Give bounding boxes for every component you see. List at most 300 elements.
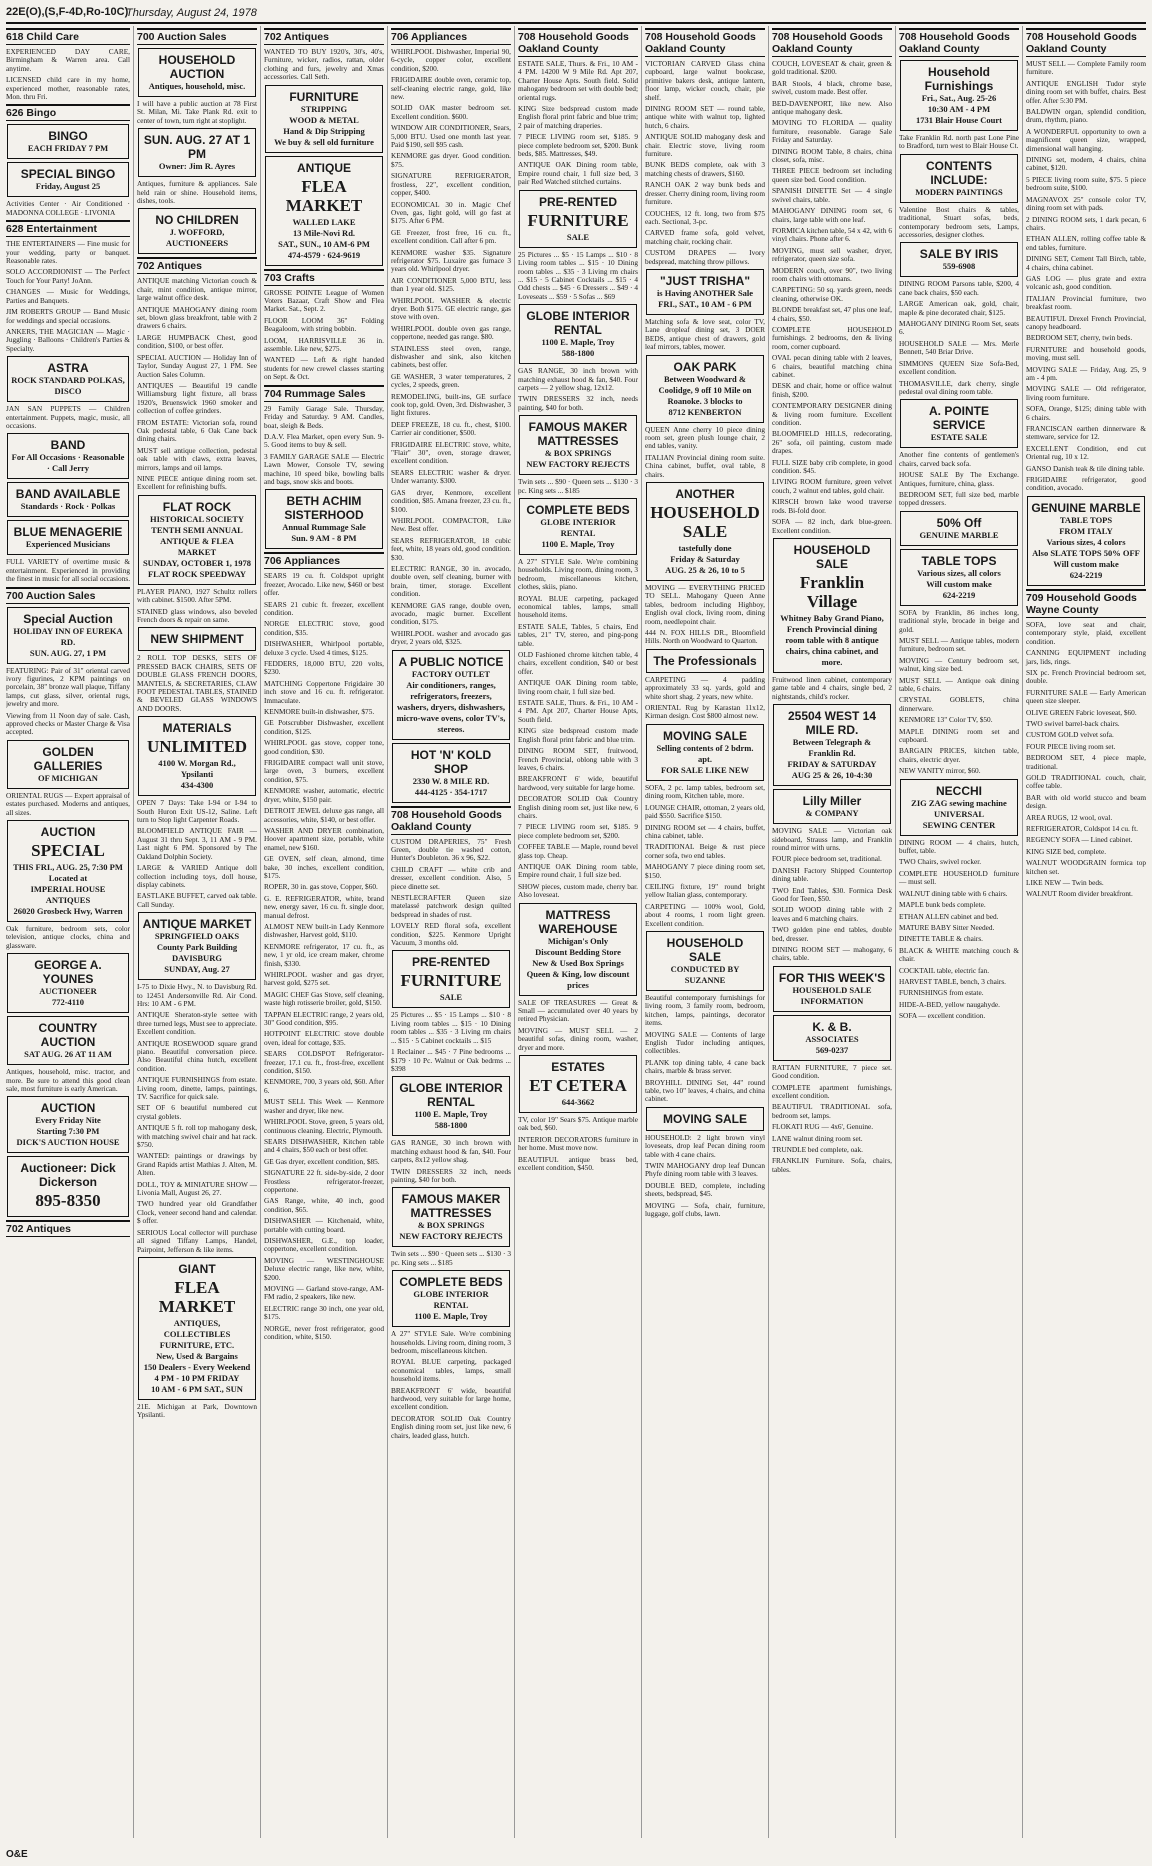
classified-ad: MATURE BABY Sitter Needed.	[899, 922, 995, 932]
classified-ad: D.A.V. Flea Market, open every Sun. 9-5. Good items to buy & sell.	[264, 431, 384, 450]
classified-ad: DINING SET, Cement Tall Birch, table, 4 chairs, china cabinet.	[1026, 254, 1146, 272]
classified-ad: TWO End Tables, $30. Formica Desk Good for Teen, $50.	[772, 885, 892, 903]
display-ad	[519, 1055, 637, 1113]
section-heading: 708 Household Goods Oakland County	[1026, 28, 1146, 57]
display-ad	[138, 128, 256, 177]
display-ad-line: 569-0237	[815, 1044, 849, 1055]
display-ad-line: WOOD & METAL	[289, 114, 359, 125]
classified-ad: EXCELLENT Condition, end cut Oriental rug, 10 x 12.	[1026, 443, 1146, 462]
display-ad	[900, 242, 1018, 277]
classified-columns	[6, 26, 1146, 1838]
classified-ad: SOFA by Franklin, 86 inches long, traditional style, brocade in beige and gold.	[899, 607, 1019, 634]
classified-ad: THREE PIECE bedroom set including queen size bed. Good condition.	[772, 166, 892, 184]
display-ad-line: DICK'S AUCTION HOUSE	[16, 1137, 120, 1148]
classified-ad: ALMOST NEW built-in Lady Kenmore dishwasher, Harvest gold, $110.	[264, 921, 384, 940]
section-heading: 626 Bingo	[6, 104, 130, 121]
display-ad-line: Starting 7:30 PM	[36, 1126, 100, 1137]
display-ad-line: FACTORY OUTLET	[411, 668, 491, 679]
display-ad-title: ANTIQUE MARKET	[142, 917, 252, 932]
display-ad-line: 10 AM - 6 PM SAT., SUN	[151, 1383, 243, 1394]
display-ad-title: SPECIAL BINGO	[20, 167, 116, 182]
display-ad	[392, 1076, 510, 1136]
display-ad-headline: Franklin Village	[799, 572, 865, 611]
display-ad-line: NEW FACTORY REJECTS	[399, 1231, 503, 1242]
classified-ad: MAHOGANY DINING room set, 6 chairs, large table with one leaf.	[772, 206, 892, 224]
classified-ad: SEARS COLDSPOT Refrigerator-freezer, 17.1 cu. ft., frost-free, excellent condition, $150.	[264, 1049, 384, 1076]
classified-ad: EXPERIENCED DAY CARE, Birmingham & Warren area. Call anytime.	[6, 47, 130, 73]
classified-ad: G. E. REFRIGERATOR, white, brand new, energy saver, 16 cu. ft. single door, manual defrost.	[264, 893, 384, 920]
classified-ad: CHANGES — Music for Weddings, Parties and Banquets.	[6, 287, 130, 305]
classified-ad: FURNISHINGS from estate.	[899, 988, 984, 998]
display-ad-line: SALE	[566, 231, 590, 242]
classified-ad: WHIRLPOOL Dishwasher, Imperial 90, 6-cycle, copper color, excellent condition, $200.	[391, 47, 511, 73]
display-ad-title: GLOBE INTERIOR RENTAL	[399, 1081, 503, 1110]
display-ad-line: 1100 E. Maple, Troy	[541, 337, 615, 348]
display-ad-headline: 895-8350	[35, 1191, 101, 1211]
display-ad	[900, 779, 1018, 836]
classified-ad: ESTATE SALE, Tables, 5 chairs, End tables, 21" TV, stereo, and ping-pong table.	[518, 621, 638, 648]
classified-ad: TAPPAN ELECTRIC range, 2 years old, 30" Good condition, $95.	[264, 1009, 384, 1028]
classified-ad: COFFEE TABLE — Maple, round bevel glass top. Cheap.	[518, 842, 638, 860]
display-ad-title: PRE-RENTED	[411, 955, 490, 970]
classified-ad: 29 Family Garage Sale. Thursday, Friday and Saturday. 9 AM. Candles, boat, sleigh & Beds.	[264, 403, 384, 430]
classified-ad: ITALIAN Provincial dining room suite. China cabinet, buffet, oval table, 8 chairs.	[645, 452, 765, 479]
display-ad-line: & BOX SPRINGS	[417, 1220, 485, 1231]
display-ad-line: FROM ITALY	[1059, 525, 1113, 536]
display-ad-line: New & Used Box Springs	[532, 957, 624, 968]
display-ad-line: 624-2219	[942, 589, 976, 600]
display-ad-line: NEW FACTORY REJECTS	[526, 459, 630, 470]
classified-ad: WHIRLPOOL washer and gas dryer, harvest gold, $275 set.	[264, 970, 384, 988]
classified-ad: SIMMONS QUEEN Size Sofa-Bed, excellent condition.	[899, 358, 1019, 377]
display-ad-line: SAT AUG. 26 AT 11 AM	[24, 1049, 112, 1060]
page-footer-label: O&E	[6, 1849, 28, 1860]
classified-ad: Twin sets ... $90 · Queen sets ... $130 · 3 pc. King sets ... $185	[518, 477, 638, 495]
classified-ad: CARPETING — 4 padding approximately 33 sq. yards, gold and white short shag. 2 years, new white.	[645, 674, 765, 701]
display-ad	[392, 1187, 510, 1247]
display-ad-line: County Park Building	[156, 942, 238, 953]
classified-ad: TWO swivel barrel-back chairs.	[1026, 718, 1120, 728]
classified-ad: CEILING fixture, 19" round bright yellow Italian glass, contemporary.	[645, 881, 765, 900]
display-ad-title: COUNTRY AUCTION	[38, 1021, 98, 1050]
display-ad-line: GLOBE INTERIOR RENTAL	[540, 516, 616, 538]
display-ad	[7, 162, 129, 197]
classified-ad: ETHAN ALLEN cabinet and bed.	[899, 911, 999, 921]
classified-ad: SHOW pieces, custom made, cherry bar. Also loveseat.	[518, 881, 638, 900]
classified-ad: MAHOGANY 7 piece dining room set, $150.	[645, 862, 765, 880]
classified-ad: REGENCY SOFA — Lined cabinet.	[1026, 835, 1133, 845]
classified-ad: BEDROOM SET, full size bed, marble topped dressers.	[899, 489, 1019, 508]
classified-ad: DINING set, modern, 4 chairs, china cabinet, $120.	[1026, 155, 1146, 173]
classified-ad: BLOOMFIELD ANTIQUE FAIR — August 31 thru Sept. 3, 11 AM - 9 PM. Last night 6 PM. Sponsored by The Oakland Dolphin Society.	[137, 826, 257, 861]
display-ad-line: DAVISBURG	[172, 953, 222, 964]
display-ad	[7, 482, 129, 517]
classified-ad: PLAYER PIANO, 1927 Schultz rollers with cabinet. $1500. After 5PM.	[137, 586, 257, 605]
classified-ad: GE Potscrubber Dishwasher, excellent condition, $125.	[264, 718, 384, 736]
classified-column	[260, 26, 384, 1838]
classified-ad: ROPER, 30 in. gas stove, Copper, $60.	[264, 882, 378, 892]
classified-ad: 3 FAMILY GARAGE SALE — Electric Lawn Mower, Console TV, sewing machine, 10 speed bike, bowling balls and bags, snow skis and boots.	[264, 451, 384, 486]
classified-ad: OLD Fashioned chrome kitchen table, 4 chairs, excellent condition, $40 or best offer.	[518, 650, 638, 676]
display-ad-line: Between Woodward & Coolidge, 9 off 10 Mile on Roanoke. 3 blocks to	[658, 373, 752, 406]
display-ad	[646, 355, 764, 423]
display-ad-title: GEORGE A. YOUNES	[34, 958, 102, 987]
display-ad-line: AUG. 25 & 26, 10 to 5	[665, 565, 745, 575]
classified-ad: WALNUT WOODGRAIN formica top kitchen set.	[1026, 858, 1146, 876]
classified-ad: KING Size bedspread custom made English floral print fabric and blue trim; 2 pair of matching draperies.	[518, 104, 638, 130]
display-ad-line: 588-1800	[434, 1120, 468, 1131]
display-ad-line: & BOX SPRINGS	[544, 448, 612, 459]
classified-ad: KING SIZE bed, complete.	[1026, 846, 1107, 856]
classified-ad: MUST sell antique collection, pedestal oak table with claws, extra leaves, mirrors, lamps and oil lamps.	[137, 445, 257, 472]
classified-ad: NORGE ELECTRIC stove, good condition, $35.	[264, 619, 384, 637]
display-ad-line: Queen & King, low discount prices	[526, 968, 630, 990]
classified-ad: 444 N. FOX HILLS DR., Bloomfield Hills. North on Woodward to Quarton.	[645, 628, 765, 646]
classified-ad: ANTIQUE 5 ft. roll top mahogany desk, with matching swivel chair and hat rack. $750.	[137, 1123, 257, 1150]
classified-ad: SALE OF TREASURES — Great & Small — accumulated over 40 years by retired Physician.	[518, 997, 638, 1024]
section-heading: 706 Appliances	[391, 28, 511, 45]
display-ad-title: BLUE MENAGERIE	[13, 525, 123, 540]
classified-ad: MUST SELL — Antique oak dining table, 6 chairs.	[899, 675, 1019, 693]
display-ad-line: J. WOFFORD, AUCTIONEERS	[165, 227, 229, 249]
display-ad	[646, 269, 764, 315]
classified-ad: WHIRLPOOL Stove, green, 5 years old, continuous cleaning. Electric, Plymouth.	[264, 1117, 384, 1135]
classified-ad: MAPLE DINING room set and cupboard.	[899, 726, 1019, 745]
display-ad	[646, 1107, 764, 1131]
classified-ad: HOUSEHOLD SALE — Mrs. Merle Bennett, 540 Briar Drive.	[899, 338, 1019, 357]
display-ad-line: Fri., Sat., Aug. 25-26	[921, 93, 997, 103]
section-heading: 708 Household Goods Oakland County	[772, 28, 892, 57]
classified-ad: GE Gas dryer, excellent condition, $85.	[264, 1156, 380, 1166]
classified-ad: SOLID WOOD dining table with 2 leaves and 6 matching chairs.	[772, 905, 892, 923]
classified-ad: WASHER AND DRYER combination, Hoover apartment size, portable, white enamel, new $160.	[264, 825, 384, 852]
display-ad-title: Special Auction	[23, 611, 113, 626]
classified-ad: MOVING, must sell washer, dryer, refrigerator, queen size sofa.	[772, 245, 892, 264]
display-ad-title: HOUSEHOLD SALE	[793, 542, 871, 571]
display-ad	[7, 607, 129, 664]
classified-ad: GAS dryer, Kenmore, excellent condition, $85. Amana freezer, 23 cu. ft., $100.	[391, 487, 511, 514]
display-ad-line: Michigan's Only	[547, 935, 609, 946]
classified-ad: AREA RUGS, 12 wool, oval.	[1026, 812, 1113, 822]
display-ad-line: SPRINGFIELD OAKS	[154, 931, 240, 942]
display-ad-title: GIANT	[178, 1261, 216, 1276]
classified-ad: COMPLETE HOUSEHOLD furnishings. 2 bedrooms, den & living room, corner cupboard.	[772, 324, 892, 351]
display-ad	[646, 931, 764, 991]
classified-ad: 2 DINING ROOM sets, 1 dark pecan, 6 chairs.	[1026, 214, 1146, 232]
classified-ad: 7 PIECE LIVING room set, $185. 9 piece complete bedroom set, $200. Bunk beds, $85. Mattresses, $49.	[518, 132, 638, 159]
display-ad-line: EACH FRIDAY 7 PM	[27, 143, 109, 154]
display-ad-line: 2330 W. 8 MILE RD.	[412, 775, 490, 786]
edition-code: 22E(O),(S,F-4D,Ro-10C)	[6, 6, 129, 18]
display-ad-title: FAMOUS MAKER MATTRESSES	[528, 420, 628, 449]
display-ad-line: 1100 E. Maple, Troy	[414, 1109, 488, 1120]
classified-ad: ELECTRIC range 30 inch, one year old, $175.	[264, 1303, 384, 1322]
section-heading: 702 Antiques	[137, 257, 257, 274]
display-ad-line: Friday, August 25	[35, 181, 101, 192]
classified-ad: SOLID OAK master bedroom set. Excellent condition. $600.	[391, 103, 511, 121]
classified-ad: BEDROOM SET, 4 piece maple, traditional.	[1026, 753, 1146, 771]
display-ad-line: HOLIDAY INN OF EUREKA RD.	[13, 625, 123, 647]
classified-ad: BREAKFRONT 6' wide, beautiful hardwood, very suitable for large home.	[518, 774, 638, 792]
classified-ad: Twin sets ... $90 · Queen sets ... $130 · 3 pc. King sets ... $185	[391, 1249, 511, 1267]
classified-ad: SEARS ELECTRIC washer & dryer. Under warranty. $300.	[391, 467, 511, 486]
display-ad-line: Discount Bedding Store	[535, 946, 621, 957]
display-ad-line: AUCTIONEER	[39, 986, 97, 997]
display-ad-title: NECCHI	[935, 783, 982, 798]
classified-ad: CARPETING — 100% wool, Gold, about 4 rooms, 1 room light green. Excellent condition.	[645, 901, 765, 928]
classified-ad: RANCH OAK 2 way bunk beds and dresser. Cherry dining room, living room furniture.	[645, 180, 765, 207]
classified-ad: 25 Pictures ... $5 · 15 Lamps ... $10 · 8 Living room tables ... $15 · 10 Dining room tables ... $35 · 3 Living rm chairs ... $15 · 5 Cabinet cocktails ... $15	[391, 1010, 511, 1045]
classified-ad: OVAL pecan dining table with 2 leaves, 6 chairs, beautiful matching china cabinet.	[772, 353, 892, 379]
display-ad	[138, 208, 256, 254]
classified-ad: CRYSTAL GOBLETS, china dinnerware.	[899, 695, 1019, 713]
display-ad-title: SALE BY IRIS	[919, 247, 999, 262]
display-ad-line: GLOBE INTERIOR RENTAL	[413, 1289, 489, 1311]
display-ad-line: SUN. AUG. 27, 1 PM	[29, 647, 107, 658]
classified-ad: HOUSE SALE By The Exchange. Antiques, furniture, china, glass.	[899, 470, 1019, 488]
display-ad-line: Antiques, household, misc.	[148, 81, 246, 91]
display-ad-title: HOUSEHOLD AUCTION	[158, 53, 236, 81]
classified-ad: TWO Chairs, swivel rocker.	[899, 857, 982, 867]
display-ad-line: UNIVERSAL	[933, 808, 985, 819]
classified-ad: HOUSEHOLD: 2 light brown vinyl loveseats, drop leaf Pecan dining room table with 4 cane chairs.	[645, 1132, 765, 1159]
classified-ad: MAPLE bunk beds complete.	[899, 900, 986, 910]
display-ad-title: BETH ACHIM SISTERHOOD	[284, 494, 364, 523]
classified-column	[641, 26, 765, 1838]
display-ad-line: GENUINE MARBLE	[919, 529, 999, 540]
classified-ad: PLANK top dining table, 4 cane back chairs, marble & brass server.	[645, 1057, 765, 1076]
display-ad-line: 772-4110	[51, 997, 85, 1008]
display-ad	[7, 124, 129, 159]
classified-ad: GE WASHER, 3 water temperatures, 2 cycles, 2 speeds, green.	[391, 371, 511, 390]
classified-ad: BLONDE breakfast set, 47 plus one leaf, 4 chairs, $50.	[772, 305, 892, 323]
classified-ad: HOTPOINT ELECTRIC stove double oven, ideal for cottage, $35.	[264, 1029, 384, 1047]
section-heading: 706 Appliances	[264, 552, 384, 569]
display-ad-line: SAT., SUN., 10 AM-6 PM	[278, 238, 370, 249]
display-ad-headline: SPECIAL	[31, 841, 105, 861]
classified-ad: GROSSE POINTE League of Women Voters Bazaar, Craft Show and Flea Market. Sat., Sept. 2.	[264, 287, 384, 314]
classified-ad: NESTLECRAFTER Queen size matelassé patchwork design quilted bedspread in shades of rust.	[391, 893, 511, 919]
display-ad	[265, 489, 383, 549]
display-ad-line: 434-4300	[180, 780, 214, 791]
display-ad-line: Various sizes, all colors	[917, 567, 1001, 578]
classified-ad: REFRIGERATOR, Coldspot 14 cu. ft.	[1026, 824, 1138, 833]
classified-ad: ROYAL BLUE carpeting, packaged economical tables, lamps, small household items.	[518, 593, 638, 620]
classified-ad: WHIRLPOOL WASHER & electric dryer. Both $175. GE electric range, gas stove with oven.	[391, 295, 511, 322]
display-ad	[265, 85, 383, 153]
display-ad	[392, 743, 510, 803]
classified-ad: Matching sofa & love seat, color TV, Lane dropleaf dining set, 3 DOER BEDS, antique chest of drawers, gold leaf mirrors, tables, mower.	[645, 316, 765, 352]
classified-ad: COUCH, LOVESEAT & chair, green & gold traditional. $200.	[772, 59, 892, 77]
classified-ad: BEAUTIFUL Drexel French Provincial, canopy headboard.	[1026, 313, 1146, 331]
display-ad-line: INFORMATION	[800, 995, 864, 1006]
classified-ad: CARVED frame sofa, gold velvet, matching chair, rocking chair.	[645, 228, 765, 246]
classified-ad: STAINED glass windows, also beveled French doors & repair on same.	[137, 606, 257, 624]
display-ad-line: FOR SALE LIKE NEW	[660, 764, 750, 775]
classified-ad: Viewing from 11 Noon day of sale. Cash, approved checks or Master Charge & Visa accepted.	[6, 710, 130, 737]
classified-ad: ECONOMICAL 30 in. Magic Chef Oven, gas, light gold, will go fast at $175. After 6 PM.	[391, 199, 511, 226]
display-ad-title: The Professionals	[653, 653, 757, 668]
display-ad	[519, 190, 637, 248]
classified-ad: MUST SELL — Antique tables, modern furniture, bedroom set.	[899, 635, 1019, 654]
display-ad-line: Friday & Saturday	[670, 554, 740, 564]
classified-ad: QUEEN Anne cherry 10 piece dining room set, green plush lounge chair, 2 end tables, vanity.	[645, 424, 765, 451]
display-ad-line: is Having ANOTHER Sale	[656, 287, 754, 298]
classified-ad: Beautiful contemporary furnishings for living room, 3 family room, bedroom, kitchen, lamps, paintings, decorator items.	[645, 992, 765, 1028]
classified-ad: TV, color 19" Sears $75. Antique marble oak bed, $60.	[518, 1115, 638, 1133]
display-ad-line: Located at	[48, 873, 88, 884]
display-ad-title: HOUSEHOLD SALE	[666, 935, 744, 964]
classified-ad: BED-DAVENPORT, like new. Also antique mahogany desk.	[772, 98, 892, 117]
display-ad-line: Will custom make	[1053, 558, 1119, 569]
classified-ad: DISHWASHER, Whirlpool portable, deluxe 3 cycle. Used 4 times, $125.	[264, 639, 384, 657]
display-ad-line: Various sizes, 4 colors	[1046, 536, 1126, 547]
classified-ad: JIM ROBERTS GROUP — Band Music for weddings and special occasions.	[6, 307, 130, 325]
display-ad-line: 1100 E. Maple, Troy	[541, 538, 615, 549]
classified-ad: FRANCISCAN earthen dinnerware & stemware, service for 12.	[1026, 424, 1146, 442]
classified-ad: ANTIQUE FURNISHINGS from estate. Living room, dinette, lamps, paintings, TV. Sacrifice for quick sale.	[137, 1075, 257, 1101]
classified-ad: SOFA, love seat and chair, contemporary style, plaid, excellent condition.	[1026, 619, 1146, 646]
classified-ad: MOVING SALE — Victorian oak sideboard, Strauss lamp, and Franklin round mirror with urns.	[772, 826, 892, 852]
section-heading: 618 Child Care	[6, 28, 130, 45]
display-ad-title: MOVING SALE	[662, 728, 747, 743]
classified-ad: CANNING EQUIPMENT including jars, lids, rings.	[1026, 648, 1146, 666]
classified-ad: TWIN DRESSERS 32 inch, needs painting, $40 for both.	[518, 394, 638, 412]
classified-ad: LANE walnut dining room set.	[772, 1133, 863, 1143]
display-ad	[773, 538, 891, 673]
classified-ad: FOUR PIECE living room set.	[1026, 741, 1116, 751]
classified-ad: DINING ROOM set — 4 chairs, buffet, china cabinet, table.	[645, 822, 765, 840]
display-ad-line: OF MICHIGAN	[38, 772, 98, 783]
classified-ad: WANTED TO BUY 1920's, 30's, 40's, Furniture, wicker, radios, rattan, older clothing and furs, jewelry and Xmas accessories. Call Seth.	[264, 47, 384, 82]
classified-ad: FRIGIDAIRE ELECTRIC stove, white, "Flair" 30", oven, storage drawer, excellent condition.	[391, 439, 511, 466]
classified-ad: MOVING — Sofa, chair, furniture, luggage, golf clubs, lawn.	[645, 1200, 765, 1219]
classified-ad: MAGIC CHEF Gas Stove, self cleaning, waste high rotisserie broiler, gold, $150.	[264, 989, 384, 1008]
classified-ad: SERIOUS Local collector will purchase all signed Tiffany Lamps, Handel, Pairpoint, Jefferson & like items.	[137, 1227, 257, 1254]
display-ad-line: ASSOCIATES	[805, 1033, 859, 1044]
classified-ad: TWO hundred year old Grandfather Clock, veneer second hand and calendar. $ offer.	[137, 1199, 257, 1226]
classified-ad: NEW VANITY mirror, $60.	[899, 766, 981, 776]
section-heading: 708 Household Goods Oakland County	[899, 28, 1019, 57]
classified-ad: THOMASVILLE, dark cherry, single pedestal oval dining room table.	[899, 378, 1019, 396]
classified-ad: SEARS DISHWASHER, Kitchen table and 4 chairs, $50 each or best offer.	[264, 1136, 384, 1155]
display-ad-title: FOR THIS WEEK'S	[778, 970, 886, 985]
classified-ad: LICENSED child care in my home, experienced mother, reasonable rates, Mon. thru Fri.	[6, 75, 130, 102]
display-ad-headline: HOUSEHOLD SALE	[650, 503, 760, 541]
classified-ad: WINDOW AIR CONDITIONER, Sears, 5,000 BTU. Used one month last year. Paid $190, sell $95 cash.	[391, 123, 511, 150]
display-ad-title: ESTATES	[551, 1060, 605, 1075]
display-ad-title: FAMOUS MAKER MATTRESSES	[401, 1192, 501, 1221]
display-ad-line: SEWING CENTER	[922, 819, 996, 830]
display-ad-line: Sun. 9 AM - 8 PM	[291, 533, 357, 544]
display-ad-line: 559-6908	[942, 261, 976, 272]
display-ad-line: 624-2219	[1069, 569, 1103, 580]
display-ad	[138, 716, 256, 796]
classified-ad: DOLL, TOY & MINIATURE SHOW — Livonia Mall, August 26, 27.	[137, 1179, 257, 1198]
section-heading: 709 Household Goods Wayne County	[1026, 589, 1146, 618]
classified-ad: BAR Stools, 4 black, chrome base, swivel, custom made. Best offer.	[772, 78, 892, 97]
classified-column	[895, 26, 1019, 1838]
classified-ad: GE Freezer, frost free, 16 cu. ft., excellent condition. Call after 6 pm.	[391, 227, 511, 246]
display-ad-headline: UNLIMITED	[146, 737, 248, 757]
display-ad-line: ANTIQUES, COLLECTIBLES	[163, 1317, 231, 1339]
classified-ad: RATTAN FURNITURE, 7 piece set. Good condition.	[772, 1062, 892, 1081]
display-ad-line: 444-4125 · 354-1717	[414, 786, 488, 797]
display-ad	[7, 520, 129, 555]
display-ad-title: COMPLETE BEDS	[526, 502, 630, 517]
display-ad-headline: FLEA MARKET	[285, 176, 363, 215]
display-ad-title: COMPLETE BEDS	[399, 1275, 503, 1290]
classified-ad: WANTED: paintings or drawings by Grand Rapids artist Mathias J. Alten, M. Alten.	[137, 1151, 257, 1178]
display-ad-line: tastefully done	[678, 543, 732, 553]
classified-ad: Oak furniture, bedroom sets, color television, antique clocks, china and glassware.	[6, 924, 130, 950]
display-ad	[646, 649, 764, 673]
display-ad-title: HOT 'N' KOLD SHOP	[410, 747, 492, 776]
display-ad	[7, 1156, 129, 1217]
display-ad-line: 150 Dealers - Every Weekend	[143, 1361, 251, 1372]
classified-ad: DINING ROOM Table, 8 chairs, china closet, sofa, misc.	[772, 146, 892, 165]
classified-ad: Take Franklin Rd. north past Lone Pine to Bradford, turn west to Blair House Ct.	[899, 133, 1019, 151]
display-ad-line: SUNDAY, OCTOBER 1, 1978	[142, 557, 252, 568]
classified-ad: TWIN DRESSERS 32 inch, needs painting, $40 for both.	[391, 1166, 511, 1184]
section-heading: 703 Crafts	[264, 269, 384, 286]
classified-ad: VICTORIAN CARVED Glass china cupboard, large walnut bookcase, primitive bakers desk, antique lantern, floor lamp, wicker couch, chair, pie shelf.	[645, 59, 765, 102]
classified-ad: MOVING TO FLORIDA — quality furniture, reasonable. Garage Sale Friday and Saturday.	[772, 118, 892, 145]
display-ad-line: TENTH SEMI ANNUAL	[151, 524, 243, 535]
classified-ad: FEATURING: Pair of 31" oriental carved ivory figurines, 2 KPM paintings on porcelain, 38" bronze wall plaque, Tiffany lamps, cut glass, silver, oriental rugs, jewelry and more.	[6, 665, 130, 709]
display-ad	[900, 154, 1018, 203]
classified-ad: ITALIAN Provincial furniture, two breakfast room.	[1026, 293, 1146, 312]
classified-ad: DOUBLE BED, complete, including sheets, bedspread, $45.	[645, 1180, 765, 1199]
display-ad-title: Household Furnishings	[924, 65, 994, 93]
classified-ad: A 27" STYLE Sale. We're combining households. Living room, dining room, 3 bedroom, miscellaneous kitchen.	[391, 1329, 511, 1355]
classified-ad: ANTIQUE OAK Dining room table, Empire round chair, 1 full size bed, 3 pair Red Watched stitched curtains.	[518, 160, 638, 187]
display-ad	[265, 156, 383, 266]
display-ad-line: FRI., SAT., 10 AM - 6 PM	[658, 298, 752, 309]
classified-ad: TRUNDLE bed complete, oak.	[772, 1145, 863, 1155]
classified-ad: FORMICA kitchen table, 54 x 42, with 6 vinyl chairs. Phone after 6.	[772, 225, 892, 244]
display-ad-line: TABLE TOPS	[1059, 514, 1113, 525]
classified-ad: MOVING SALE — Old refrigerator, living room furniture.	[1026, 384, 1146, 402]
classified-ad: DETROIT JEWEL deluxe gas range, all accessories, white, $140, or best offer.	[264, 806, 384, 824]
display-ad	[519, 415, 637, 475]
classified-ad: GAS RANGE, 30 inch brown with matching exhaust hood & fan, $40. Four carpets, 8x12 yellow shag.	[391, 1138, 511, 1165]
classified-ad: BALDWIN organ, splendid condition, drum, rhythm, piano.	[1026, 107, 1146, 125]
display-ad-line: SUNDAY, Aug. 27	[164, 964, 230, 975]
classified-ad: ANTIQUE ROSEWOOD square grand piano. Beautiful conversation piece. Also Beautiful china hutch, excellent condition.	[137, 1038, 257, 1073]
display-ad-line: 588-1800	[561, 348, 595, 359]
display-ad-headline: FURNITURE	[400, 971, 502, 991]
classified-ad: BEDROOM SET, cherry, twin beds.	[1026, 333, 1133, 343]
display-ad-title: NO CHILDREN	[155, 213, 239, 228]
classified-ad: CUSTOM DRAPERIES, 75" Fresh Green, double tie washed cotton, Hunter's Doubleton. 36 x 96, $22.	[391, 836, 511, 863]
classified-ad: ESTATE SALE, Thurs. & Fri., 10 AM - 4 PM. Apt 207, Charter House Apts, South field.	[518, 698, 638, 724]
display-ad-title: ANTIQUE	[297, 160, 351, 175]
display-ad-line: ROCK STANDARD POLKAS, DISCO	[11, 375, 125, 397]
display-ad	[7, 1096, 129, 1153]
classified-ad: REMODELING, built-ins, GE surface cook top, gold. Oven, 3rd. Dishwasher, 3 light fixtures.	[391, 391, 511, 418]
classified-ad: CONTEMPORARY DESIGNER dining & living room furniture. Excellent condition.	[772, 401, 892, 428]
classified-ad: COMPLETE apartment furnishings, excellent condition.	[772, 1082, 892, 1101]
classified-ad: CUSTOM GOLD velvet sofa.	[1026, 730, 1114, 740]
display-ad-headline: FURNITURE	[527, 210, 629, 230]
classified-ad: BEAUTIFUL TRADITIONAL sofa, bedroom set, lamps.	[772, 1102, 892, 1120]
display-ad-line: IMPERIAL HOUSE ANTIQUES	[30, 884, 106, 906]
display-ad-line: 4 PM - 10 PM FRIDAY	[154, 1372, 240, 1383]
display-ad-line: HOUSEHOLD SALE	[792, 984, 872, 995]
display-ad-line: FRIDAY & SATURDAY	[787, 759, 877, 770]
classified-ad: LARGE & VARIED Antique doll collection including toys, doll house, display cabinets.	[137, 863, 257, 889]
